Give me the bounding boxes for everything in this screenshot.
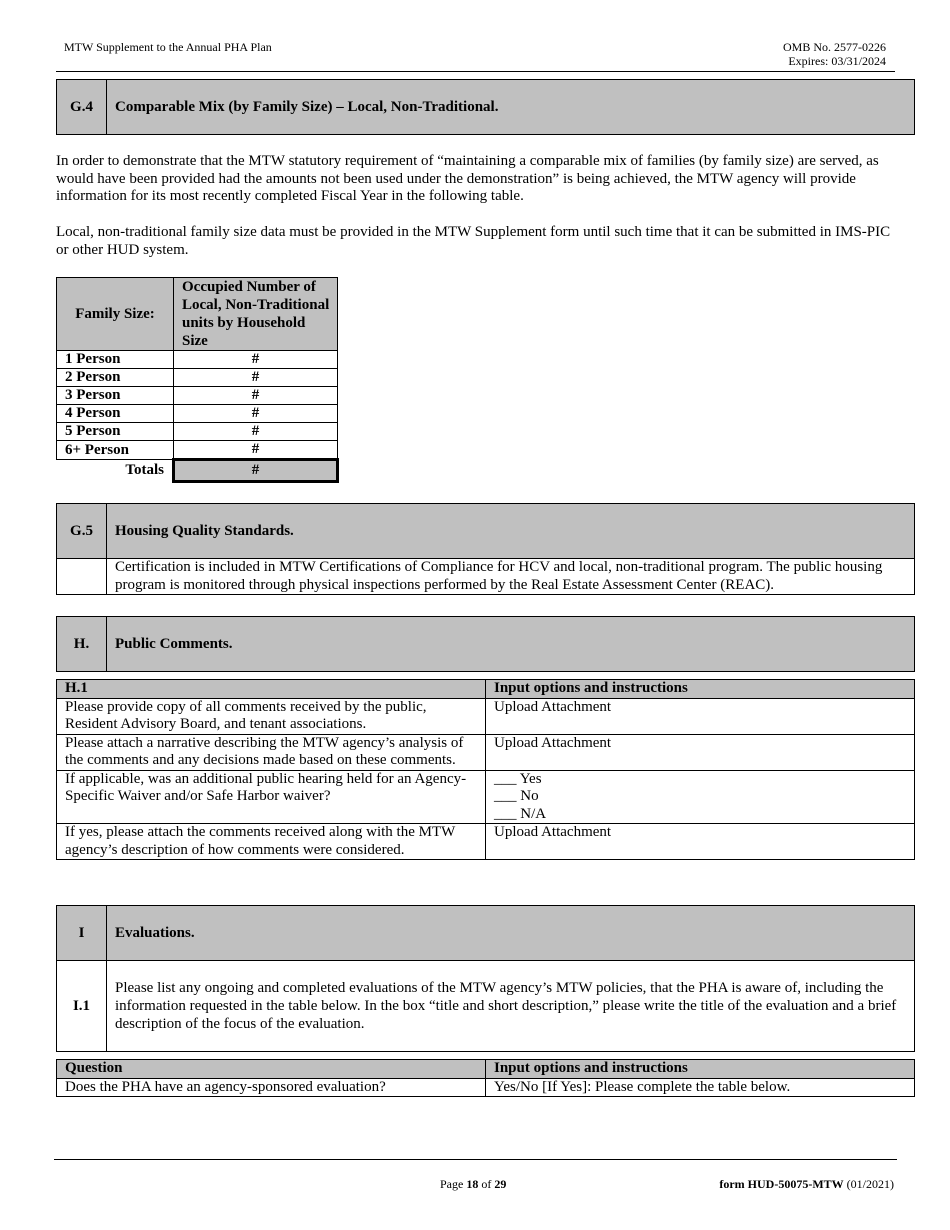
- family-size-table: [56, 277, 339, 483]
- totals-row: [57, 460, 338, 482]
- g4-paragraph-2: Local, non-traditional family size data must be provided in the MTW Supplement form until such time that it can be submitted in IMS-PIC or other HUD system.: [56, 224, 891, 258]
- subsection-body: Please list any ongoing and completed evaluations of the MTW agency’s MTW policies, that the PHA is aware of, including the information requested in the table below. In the box “title and short description,” please write the title of the evaluation and a brief description of the focus of the evaluation.: [107, 961, 915, 1052]
- section-title: Public Comments.: [107, 617, 915, 672]
- section-title: Comparable Mix (by Family Size) – Local, Non-Traditional.: [107, 80, 915, 135]
- unit-count-cell: #: [174, 387, 338, 405]
- omb-number: OMB No. 2577-0226: [782, 40, 886, 54]
- family-size-cell: 4 Person: [57, 405, 174, 423]
- upload-attachment-field[interactable]: Upload Attachment: [486, 734, 915, 770]
- evaluations-table: [56, 1059, 915, 1097]
- totals-value: #: [174, 460, 338, 482]
- family-size-cell: 6+ Person: [57, 441, 174, 460]
- option-yes[interactable]: ___ Yes: [494, 770, 542, 787]
- section-body: Certification is included in MTW Certifications of Compliance for HCV and local, non-traditional program. The public housing program is monitored through physical inspections performed by the Real Estate Assessment Center (REAC).: [107, 559, 915, 595]
- question-cell: Please attach a narrative describing the MTW agency’s analysis of the comments and any decisions made based on these comments.: [57, 734, 486, 770]
- question-cell: Does the PHA have an agency-sponsored evaluation?: [57, 1078, 486, 1097]
- omb-expires: Expires: 03/31/2024: [788, 54, 886, 68]
- doc-header-title: MTW Supplement to the Annual PHA Plan: [64, 40, 272, 54]
- section-number: G.4: [57, 80, 107, 135]
- g4-paragraph-1: In order to demonstrate that the MTW statutory requirement of “maintaining a comparable mix of families (by family size) are served, as would have been provided had the amounts not been used under the demonstration” is being achieved, the MTW agency will provide information for its most recently completed Fiscal Year in the following table.: [56, 153, 879, 204]
- section-number: I: [57, 906, 107, 961]
- public-comments-table: [56, 679, 915, 860]
- section-number: G.5: [57, 504, 107, 559]
- section-g4-header: [56, 79, 915, 135]
- subsection-number: I.1: [57, 961, 107, 1052]
- column-header: Input options and instructions: [486, 1060, 915, 1079]
- section-number: H.: [57, 617, 107, 672]
- table-row: [57, 405, 338, 423]
- table-row: [57, 351, 338, 369]
- question-cell: If applicable, was an additional public hearing held for an Agency-Specific Waiver and/or Safe Harbor waiver?: [57, 770, 486, 824]
- table-row: [57, 734, 915, 770]
- form-id: form HUD-50075-MTW (01/2021): [719, 1177, 894, 1191]
- family-size-cell: 2 Person: [57, 369, 174, 387]
- option-no[interactable]: ___ No: [494, 788, 539, 804]
- table-row: [57, 441, 338, 460]
- upload-attachment-field[interactable]: Upload Attachment: [486, 698, 915, 734]
- table-row: [57, 423, 338, 441]
- unit-count-cell: #: [174, 405, 338, 423]
- family-size-cell: 3 Person: [57, 387, 174, 405]
- occupied-units-header: Occupied Number of Local, Non-Traditional units by Household Size: [174, 278, 338, 351]
- table-row: [57, 698, 915, 734]
- question-cell: If yes, please attach the comments received along with the MTW agency’s description of how comments were considered.: [57, 824, 486, 860]
- answer-field[interactable]: Yes/No [If Yes]: Please complete the table below.: [486, 1078, 915, 1097]
- family-size-cell: 5 Person: [57, 423, 174, 441]
- section-title: Evaluations.: [107, 906, 915, 961]
- section-body-spacer: [57, 559, 107, 595]
- footer-rule: [54, 1159, 897, 1160]
- upload-attachment-field[interactable]: Upload Attachment: [486, 824, 915, 860]
- table-row: [57, 369, 338, 387]
- question-cell: Please provide copy of all comments received by the public, Resident Advisory Board, and tenant associations.: [57, 698, 486, 734]
- unit-count-cell: #: [174, 351, 338, 369]
- unit-count-cell: #: [174, 369, 338, 387]
- table-row: [57, 387, 338, 405]
- section-i: [56, 905, 915, 1052]
- unit-count-cell: #: [174, 441, 338, 460]
- table-row: [57, 824, 915, 860]
- hearing-options: [486, 770, 915, 824]
- family-size-cell: 1 Person: [57, 351, 174, 369]
- column-header: H.1: [57, 680, 486, 699]
- totals-label: Totals: [125, 462, 164, 479]
- unit-count-cell: #: [174, 423, 338, 441]
- column-header: Question: [57, 1060, 486, 1079]
- column-header: Input options and instructions: [486, 680, 915, 699]
- table-row: [57, 1078, 915, 1097]
- family-size-header: Family Size:: [57, 278, 174, 351]
- table-row: [57, 770, 915, 824]
- section-h-header: [56, 616, 915, 672]
- option-na[interactable]: ___ N/A: [494, 805, 547, 822]
- page-number: Page 18 of 29: [440, 1177, 507, 1191]
- header-rule: [56, 71, 895, 72]
- section-title: Housing Quality Standards.: [107, 504, 915, 559]
- omb-info: [783, 40, 886, 68]
- section-g5: [56, 503, 915, 595]
